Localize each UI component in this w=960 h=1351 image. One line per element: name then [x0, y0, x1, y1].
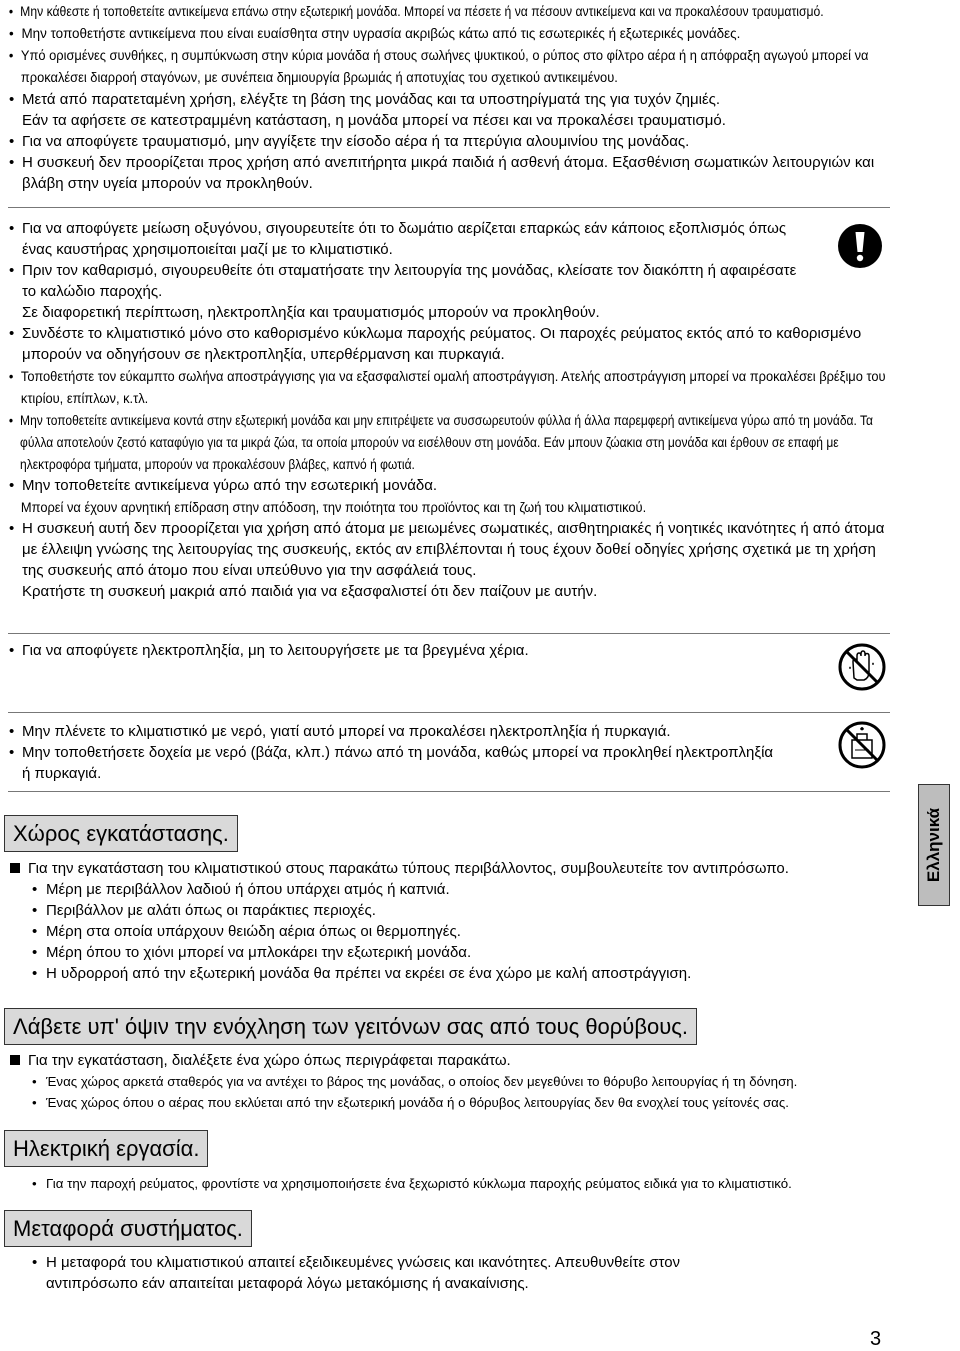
divider [8, 712, 890, 713]
divider [8, 633, 890, 634]
section-heading-electrical: Ηλεκτρική εργασία. [4, 1130, 208, 1167]
list-item: • Η μεταφορά του κλιματιστικού απαιτεί εξειδικευμένες γνώσεις και ικανότητες. Απευθυνθείτε στον αντιπρόσωπο εάν απαιτείται μεταφορά λόγω μετακόμισης ή ανακαίνισης. [8, 1252, 708, 1294]
list-item: • Για την παροχή ρεύματος, φροντίστε να χρησιμοποιήσετε ένα ξεχωριστό κύκλωμα παροχής ρεύματος ειδικά για το κλιματιστικό. [8, 1173, 908, 1194]
square-bullet-icon [10, 1055, 20, 1065]
list-item: • Μην τοποθετήσετε δοχεία με νερό (βάζα, κλπ.) πάνω από τη μονάδα, καθώς μπορεί να προκληθεί ηλεκτροπληξία ή πυρκαγιά. [8, 742, 782, 784]
divider [8, 207, 890, 208]
list-item: Μπορεί να έχουν αρνητική επίδραση στην απόδοση, την ποιότητα του προϊόντος και τη ζωή του κλιματιστικού. [20, 499, 647, 515]
no-water-icon [837, 720, 887, 775]
exclamation-icon [838, 224, 882, 273]
page-number: 3 [870, 1328, 882, 1350]
caution-block [8, 218, 886, 602]
list-item: • Η υδρορροή από την εξωτερική μονάδα θα πρέπει να εκρέει σε ένα χώρο με καλή αποστράγγιση. [8, 963, 908, 984]
list-item: • Για να αποφύγετε μείωση οξυγόνου, σιγουρευτείτε ότι το δωμάτιο αερίζεται επαρκώς εάν κάποιος εξοπλισμός όπως ένας καυστήρας χρησιμοποιείται μαζί με το κλιματιστικό. [8, 218, 802, 260]
list-item: • Μην τοποθετήστε αντικείμενα που είναι ευαίσθητα στην υγρασία ακριβώς κάτω από τις εσωτερικές ή εξωτερικές μονάδες. [8, 22, 911, 44]
top-warning-block [8, 0, 898, 194]
list-item: • Μην τοποθετείτε αντικείμενα κοντά στην εξωτερική μονάδα και μην επιτρέψετε να συσσωρευτούν φύλλα ή άλλα παρεμφερή αντικείμενα γύρω από τη μονάδα. Τα φύλλα αποτελούν ζεστό καταφύγιο για τα μικρά ζώα, τα οποία μπορούν να εισέλθουν στη μονάδα. Εάν μπουν ζώακια στη μονάδα και έρθουν σε επαφή με ηλεκτροφόρα τμήματα, μπορούν να προκαλέσουν βλάβες, καπνό ή φωτιά. [8, 409, 897, 475]
divider [8, 791, 890, 792]
list-item: • Υπό ορισμένες συνθήκες, η συμπύκνωση στην κύρια μονάδα ή στους σωλήνες ψυκτικού, ο ρύπος στο φίλτρο αέρα ή η απόφραξη αγωγού μπορεί να προκαλέσει διαρροή σταγόνων, με συνέπεια δημιουργία βρωμιάς ή αποτυχίας του σχετικού αντικειμένου. [8, 44, 904, 88]
list-item: • Μην κάθεστε ή τοποθετείτε αντικείμενα επάνω στην εξωτερική μονάδα. Μπορεί να πέσετε ή να πέσουν αντικείμενα και να προκαλέσουν τραυματισμό. [8, 0, 909, 22]
list-item: • Η συσκευή δεν προορίζεται προς χρήση από ανεπιτήρητα μικρά παιδιά ή ασθενή άτομα. Εξασθένιση σωματικών λειτουργιών και βλάβη στην υγεία μπορούν να προκληθούν. [8, 152, 892, 194]
list-item: • Για να αποφύγετε τραυματισμό, μην αγγίξετε την είσοδο αέρα ή τα πτερύγια αλουμινίου της μονάδας. [8, 131, 898, 152]
square-bullet-icon [10, 863, 20, 873]
section-heading-noise: Λάβετε υπ' όψιν την ενόχληση των γειτόνων σας από τους θορύβους. [4, 1008, 697, 1045]
section-intro: Για την εγκατάσταση, διαλέξετε ένα χώρο όπως περιγράφεται παρακάτω. [8, 1050, 908, 1071]
list-item: • Μέρη στα οποία υπάρχουν θειώδη αέρια όπως οι θερμοπηγές. [8, 921, 908, 942]
no-wet-hands-icon [837, 642, 887, 697]
electrical-block [8, 1173, 908, 1194]
language-tab-label: Ελληνικά [924, 807, 943, 883]
relocation-block [8, 1252, 708, 1294]
section-intro: Για την εγκατάσταση του κλιματιστικού στους παρακάτω τύπους περιβάλλοντος, συμβουλευτείτε τον αντιπρόσωπο. [8, 858, 908, 879]
list-item: • Μετά από παρατεταμένη χρήση, ελέγξτε τη βάση της μονάδας και τα υποστηρίγματά της για τυχόν ζημιές. [8, 89, 898, 110]
list-item: Σε διαφορετική περίπτωση, ηλεκτροπληξία και τραυματισμός μπορούν να προκληθούν. [22, 304, 600, 321]
list-item: • Μέρη με περιβάλλον λαδιού ή όπου υπάρχει ατμός ή καπνιά. [8, 879, 908, 900]
list-item: Εάν τα αφήσετε σε κατεστραμμένη κατάσταση, η μονάδα μπορεί να πέσει και να προκαλέσει τραυματισμό. [22, 112, 726, 129]
installation-block [8, 858, 908, 984]
list-item: • Μην πλένετε το κλιματιστικό με νερό, γιατί αυτό μπορεί να προκαλέσει ηλεκτροπληξία ή πυρκαγιά. [8, 721, 838, 742]
section-heading-relocation: Μεταφορά συστήματος. [4, 1210, 252, 1247]
list-item: • Ένας χώρος αρκετά σταθερός για να αντέχει το βάρος της μονάδας, ο οποίος δεν μεγεθύνει το θόρυβο λειτουργίας ή τη δόνηση. [8, 1071, 908, 1092]
section-heading-installation: Χώρος εγκατάστασης. [4, 815, 238, 852]
list-item: • Η συσκευή αυτή δεν προορίζεται για χρήση από άτομα με μειωμένες σωματικές, αισθητηριακές ή νοητικές ικανότητες ή από άτομα με έλλειψη γνώσης της λειτουργίας της συσκευής, εκτός αν επιβλέπονται ή τους έχουν δοθεί οδηγίες χρήσης σχετικά με τη χρήση της συσκευής από άτομο που είναι υπεύθυνο για την ασφάλειά τους. [8, 518, 892, 581]
noise-block [8, 1050, 908, 1113]
list-item: • Συνδέστε το κλιματιστικό μόνο στο καθορισμένο κύκλωμα παροχής ρεύματος. Οι παροχές ρεύματος εκτός από το καθορισμένο μπορούν να οδηγήσουν σε ηλεκτροπληξία, υπερθέρμανση και πυρκαγιά. [8, 323, 902, 365]
list-item: Κρατήστε τη συσκευή μακριά από παιδιά για να εξασφαλιστεί ότι δεν παίζουν με αυτήν. [22, 583, 598, 600]
list-item: • Πριν τον καθαρισμό, σιγουρευθείτε ότι σταματήσατε την λειτουργία της μονάδας, κλείσατε τον διακόπτη ή αφαιρέσατε το καλώδιο παροχής. [8, 260, 812, 302]
list-item: • Ένας χώρος όπου ο αέρας που εκλύεται από την εξωτερική μονάδα ή ο θόρυβος λειτουργίας δεν θα ενοχλεί τους γείτονές σας. [8, 1092, 908, 1113]
list-item: • Για να αποφύγετε ηλεκτροπληξία, μη το λειτουργήσετε με τα βρεγμένα χέρια. [8, 640, 848, 661]
list-item: • Μέρη όπου το χιόνι μπορεί να μπλοκάρει την εξωτερική μονάδα. [8, 942, 908, 963]
list-item: • Μην τοποθετείτε αντικείμενα γύρω από την εσωτερική μονάδα. [8, 475, 828, 496]
list-item: • Τοποθετήστε τον εύκαμπτο σωλήνα αποστράγγισης για να εξασφαλιστεί ομαλή αποστράγγιση. Ατελής αποστράγγιση μπορεί να προκαλέσει βρέξιμο του κτιρίου, επίπλων, κ.τλ. [8, 365, 890, 409]
water-block [8, 721, 838, 784]
list-item: • Περιβάλλον με αλάτι όπως οι παράκτιες περιοχές. [8, 900, 908, 921]
language-tab [918, 784, 950, 906]
wet-hands-block [8, 640, 848, 661]
